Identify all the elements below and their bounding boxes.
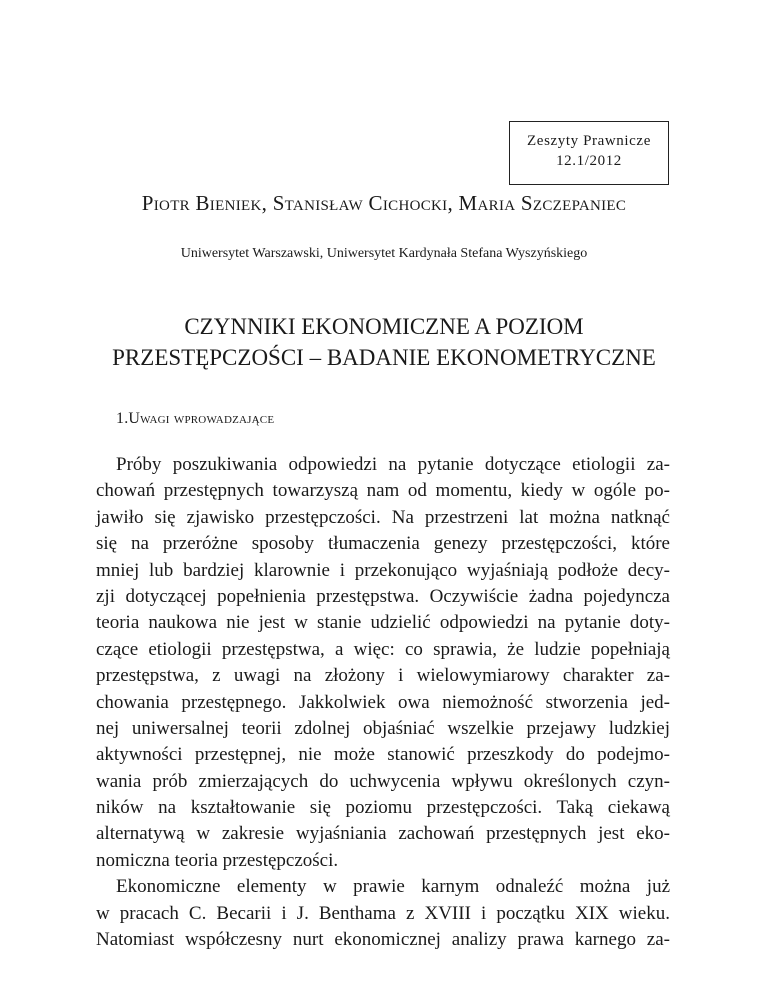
- body-line: Próby poszukiwania odpowiedzi na pytanie dotyczące etiologii za-: [116, 454, 670, 475]
- paper-title-line-2: PRZESTĘPCZOŚCI – BADANIE EKONOMETRYCZNE: [112, 345, 656, 370]
- body-line: w pracach C. Becarii i J. Benthama z XVIII i początku XIX wieku.: [96, 902, 670, 924]
- journal-issue: 12.1/2012: [556, 153, 622, 169]
- body-line: wania prób zmierzających do uchwycenia wpływu określonych czyn-: [96, 770, 670, 792]
- paper-title-line-1: CZYNNIKI EKONOMICZNE A POZIOM: [184, 314, 584, 339]
- author-list: Piotr Bieniek, Stanisław Cichocki, Maria Szczepaniec: [141, 191, 627, 215]
- body-line: jawiło się zjawisko przestępczości. Na przestrzeni lat można natknąć: [96, 506, 670, 528]
- body-text: [96, 452, 670, 953]
- journal-info-box: [509, 121, 669, 185]
- body-line: Ekonomiczne elementy w prawie karnym odnaleźć można już: [116, 876, 670, 898]
- body-line: chowania przestępnego. Jakkolwiek owa niemożność stworzenia jed-: [96, 691, 670, 713]
- paper-title: [0, 311, 768, 373]
- section-heading: 1.Uwagi wprowadzające: [116, 410, 275, 427]
- journal-name: Zeszyty Prawnicze: [527, 133, 651, 149]
- body-line: zji dotyczącej popełnienia przestępstwa. Oczywiście żadna pojedyncza: [96, 585, 670, 607]
- body-line: się na przeróżne sposoby tłumaczenia genezy przestępczości, które: [96, 533, 670, 555]
- body-line: alternatywą w zakresie wyjaśniania zachowań przestępnych jest eko-: [96, 823, 670, 845]
- affiliation: Uniwersytet Warszawski, Uniwersytet Kardynała Stefana Wyszyńskiego: [180, 246, 588, 261]
- body-line: ników na kształtowanie się poziomu przestępczości. Taką ciekawą: [96, 797, 670, 819]
- body-line: teoria naukowa nie jest w stanie udzielić odpowiedzi na pytanie doty-: [96, 612, 670, 634]
- body-line: czące etiologii przestępstwa, a więc: co sprawia, że ludzie popełniają: [96, 638, 670, 660]
- body-line: nomiczna teoria przestępczości.: [96, 849, 339, 871]
- body-line: nej uniwersalnej teorii zdolnej objaśniać wszelkie przejawy ludzkiej: [96, 717, 670, 739]
- body-line: chowań przestępnych towarzyszą nam od momentu, kiedy w ogóle po-: [96, 480, 670, 502]
- body-line: aktywności przestępnej, nie może stanowić przeszkody do podejmo-: [96, 744, 670, 766]
- body-line: mniej lub bardziej klarownie i przekonująco wyjaśniają podłoże decy-: [96, 559, 670, 581]
- body-line: Natomiast współczesny nurt ekonomicznej analizy prawa karnego za-: [96, 929, 670, 951]
- body-line: przestępstwa, z uwagi na złożony i wielowymiarowy charakter za-: [96, 665, 670, 687]
